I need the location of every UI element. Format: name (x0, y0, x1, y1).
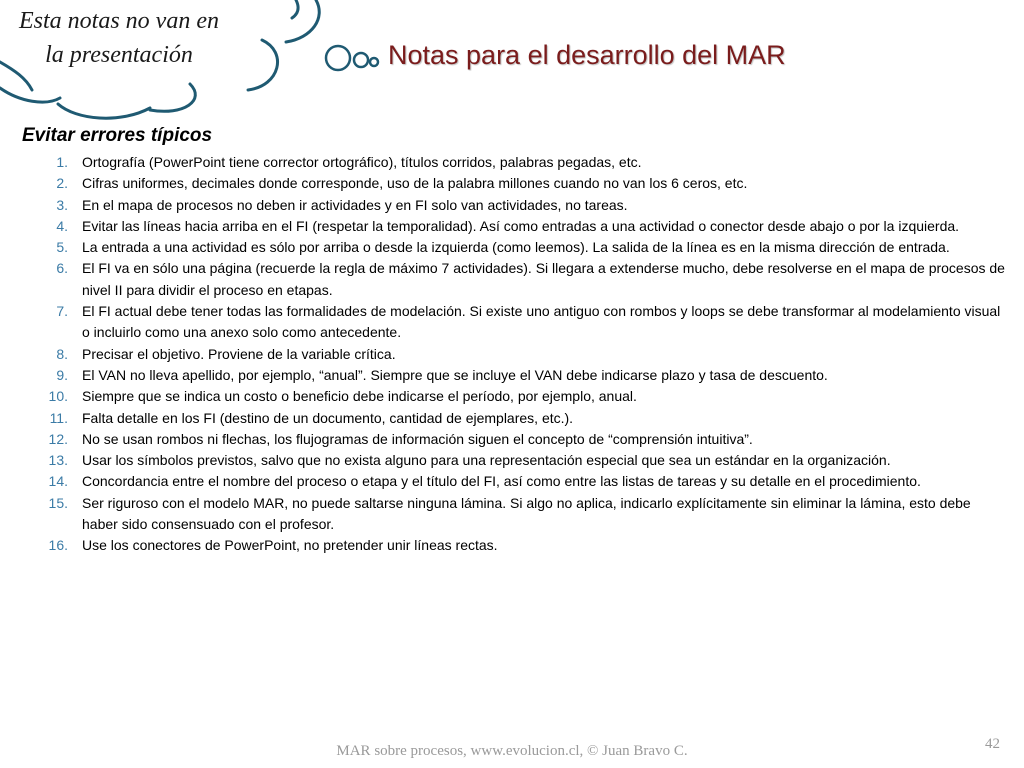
list-item-number: 16. (48, 537, 68, 554)
list-item (20, 386, 1005, 407)
list-item (20, 408, 1005, 429)
list-item-text: Concordancia entre el nombre del proceso o etapa y el título del FI, así como entre las listas de tareas y su detalle en el procedimiento. (82, 473, 921, 490)
list-item (20, 216, 1005, 237)
cloud-bubble-small (370, 58, 378, 66)
list-item-text: Evitar las líneas hacia arriba en el FI (respetar la temporalidad). Así como entradas a una actividad o conector desde abajo o por la izquierda. (82, 217, 960, 234)
list-item-text: Use los conectores de PowerPoint, no pretender unir líneas rectas. (82, 537, 498, 554)
list-item-number: 8. (56, 345, 68, 362)
list-item-text: No se usan rombos ni flechas, los flujogramas de información siguen el concepto de “comprensión intuitiva”. (82, 430, 753, 447)
list-item-number: 1. (56, 154, 68, 170)
list-item-text: La entrada a una actividad es sólo por arriba o desde la izquierda (como leemos). La salida de la línea es en la misma dirección de entrada. (82, 239, 950, 256)
list-item-text: El FI actual debe tener todas las formalidades de modelación. Si existe uno antiguo con rombos y loops se debe transformar al modelamiento visual o incluirlo como una anexo solo como antecedente. (82, 303, 1001, 341)
list-item (20, 173, 1005, 194)
list-item (20, 450, 1005, 471)
list-item-text: En el mapa de procesos no deben ir actividades y en FI solo van actividades, no tareas. (82, 196, 628, 213)
list-item-text: Ser riguroso con el modelo MAR, no puede saltarse ninguna lámina. Si algo no aplica, indicarlo explícitamente sin eliminar la lámina, esto debe haber sido consensuado con el profesor. (82, 494, 971, 533)
list-item-number: 10. (48, 388, 68, 405)
list-item (20, 365, 1005, 386)
cloud-outline-lobe-lower (150, 84, 195, 111)
section-heading: Evitar errores típicos (22, 125, 213, 146)
list-item-number: 2. (56, 175, 68, 192)
page-number: 42 (985, 736, 1000, 752)
list-item (20, 237, 1005, 258)
errors-list (20, 152, 1005, 557)
cloud-outline-lobe-middle (248, 40, 278, 90)
callout-line-2: la presentación (45, 42, 193, 68)
list-item (20, 195, 1005, 216)
list-item (20, 344, 1005, 365)
list-item (20, 471, 1005, 492)
list-item-number: 5. (56, 239, 68, 256)
list-item (20, 535, 1005, 556)
list-item-text: Cifras uniformes, decimales donde corresponde, uso de la palabra millones cuando no van los 6 ceros, etc. (82, 175, 748, 192)
list-item-number: 4. (56, 217, 68, 234)
list-item-text: Ortografía (PowerPoint tiene corrector ortográfico), títulos corridos, palabras pegadas, etc. (82, 154, 642, 170)
cloud-outline-lobe-right (292, 0, 298, 18)
list-item-number: 6. (56, 260, 68, 277)
callout-line-1: Esta notas no van en (19, 8, 219, 34)
list-item (20, 301, 1005, 344)
list-item (20, 429, 1005, 450)
list-item-text: El VAN no lleva apellido, por ejemplo, “anual”. Siempre que se incluye el VAN debe indicarse plazo y tasa de descuento. (82, 366, 828, 383)
slide-footer: MAR sobre procesos, www.evolucion.cl, © Juan Bravo C. (336, 743, 688, 759)
slide-title: Notas para el desarrollo del MAR (388, 40, 786, 70)
list-item-text: Usar los símbolos previstos, salvo que no exista alguno para una representación especial que sea un estándar en la organización. (82, 452, 891, 469)
cloud-outline-lobe-left (0, 88, 60, 102)
list-item-text: Falta detalle en los FI (destino de un documento, cantidad de ejemplares, etc.). (82, 409, 574, 426)
callout-note-text (0, 4, 238, 72)
list-item-number: 15. (48, 494, 68, 511)
list-item-text: El FI va en sólo una página (recuerde la regla de máximo 7 actividades). Si llegara a extenderse mucho, debe resolverse en el mapa de procesos de nivel II para dividir el proceso en etapas. (82, 260, 1005, 298)
list-item-number: 11. (49, 409, 68, 426)
list-item-text: Precisar el objetivo. Proviene de la variable crítica. (82, 345, 396, 362)
cloud-outline-lobe-upper (286, 0, 319, 42)
list-item (20, 493, 1005, 536)
list-item-number: 3. (56, 196, 68, 213)
list-item (20, 258, 1005, 301)
cloud-bubble-large (326, 46, 350, 70)
list-item-number: 7. (56, 303, 68, 320)
list-item-number: 9. (56, 366, 68, 383)
cloud-bubble-medium (354, 53, 368, 67)
list-item-number: 13. (48, 452, 68, 469)
cloud-outline-lobe-bottom (58, 104, 150, 118)
list-item-number: 14. (48, 473, 68, 490)
list-item (20, 152, 1005, 173)
list-item-number: 12. (48, 430, 68, 447)
list-item-text: Siempre que se indica un costo o beneficio debe indicarse el período, por ejemplo, anual. (82, 388, 637, 405)
